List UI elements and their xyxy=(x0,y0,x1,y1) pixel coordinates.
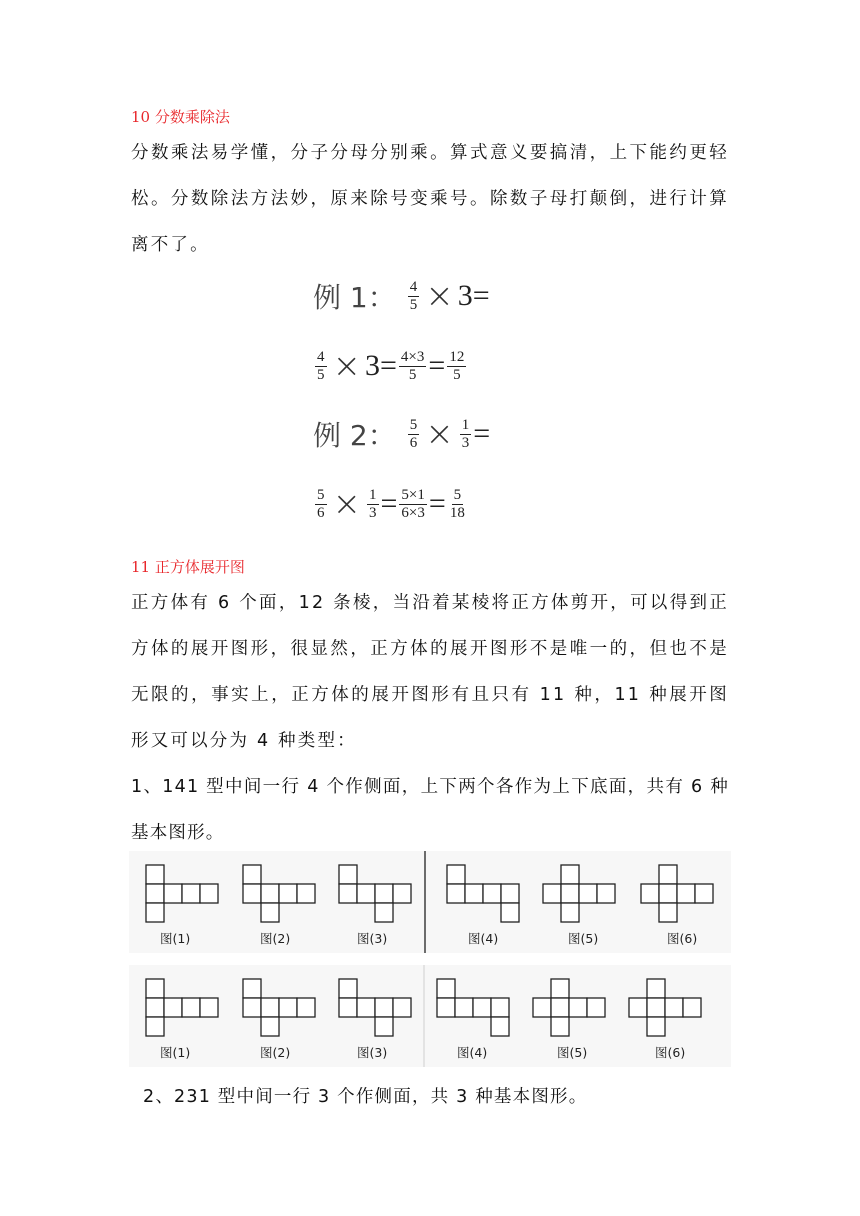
times-sign: × xyxy=(332,346,361,386)
figure-caption: 图(4) xyxy=(457,1045,488,1060)
fraction: $\frac{4}{5}$ xyxy=(317,348,325,383)
cube-net-diagram xyxy=(129,851,731,953)
times-sign: × xyxy=(425,414,454,454)
fraction: $\frac{1}{3}$ xyxy=(461,416,470,451)
figure-caption: 图(5) xyxy=(557,1045,588,1060)
fraction: $\frac{5\times 1}{6\times 3}$ xyxy=(401,486,425,521)
equals-sign: = xyxy=(472,279,490,312)
cube-net-figure-panel-2 xyxy=(129,965,731,1067)
times-sign: × xyxy=(425,276,454,316)
fraction: $\frac{12}{5}$ xyxy=(449,348,465,383)
type-231-description: 2、231 型中间一行 3 个作侧面，共 3 种基本图形。 xyxy=(143,1087,588,1107)
fraction: $\frac{5}{6}$ xyxy=(317,486,325,521)
figure-caption: 图(3) xyxy=(357,1045,388,1060)
example-2-question xyxy=(313,414,490,454)
figure-caption: 图(5) xyxy=(568,931,599,946)
figure-caption: 图(2) xyxy=(260,1045,291,1060)
integer: 3 xyxy=(457,279,473,312)
example-1-question xyxy=(313,276,490,316)
figure-caption: 图(3) xyxy=(357,931,388,946)
section-11-paragraph: 正方体有 6 个面，12 条棱，当沿着某棱将正方体剪开，可以得到正方体的展开图形，很显然，正方体的展开图形不是唯一的，但也不是无限的，事实上，正方体的展开图形有且只有 11 种，11 种展开图形又可以分为 4 种类型： xyxy=(131,593,729,751)
equals-sign: = xyxy=(380,349,397,382)
figure-caption: 图(1) xyxy=(160,931,191,946)
figure-caption: 图(6) xyxy=(667,931,698,946)
cube-net-figure-panel-1 xyxy=(129,851,731,953)
type-141-description: 1、141 型中间一行 4 个作侧面，上下两个各作为上下底面，共有 6 种基本图形。 xyxy=(131,777,729,843)
cube-net-diagram xyxy=(129,965,731,1067)
integer: 3 xyxy=(365,349,380,382)
section-11-heading: 11 正方体展开图 xyxy=(131,558,245,576)
equals-sign: = xyxy=(428,487,446,520)
fraction: $\frac{4\times 3}{5}$ xyxy=(400,348,425,383)
fraction: $\frac{5}{18}$ xyxy=(449,486,465,521)
example-1-solution xyxy=(313,346,468,386)
figure-caption: 图(6) xyxy=(655,1045,686,1060)
times-sign: × xyxy=(332,484,361,524)
figure-caption: 图(2) xyxy=(260,931,291,946)
equals-sign: = xyxy=(428,349,446,382)
example-2-label: 例 2： xyxy=(313,419,396,452)
figure-caption: 图(4) xyxy=(468,931,499,946)
fraction: $\frac{4}{5}$ xyxy=(409,278,418,313)
example-2-solution xyxy=(313,484,469,524)
equals-sign: = xyxy=(380,487,398,520)
section-10-paragraph: 分数乘法易学懂，分子分母分别乘。算式意义要搞清，上下能约更轻松。分数除法方法妙，原来除号变乘号。除数子母打颠倒，进行计算离不了。 xyxy=(131,143,729,255)
section-10-heading: 10 分数乘除法 xyxy=(131,108,230,126)
fraction: $\frac{1}{3}$ xyxy=(369,486,377,521)
example-1-label: 例 1： xyxy=(313,281,396,314)
equals-sign: = xyxy=(473,417,491,450)
fraction: $\frac{5}{6}$ xyxy=(409,416,418,451)
figure-caption: 图(1) xyxy=(160,1045,191,1060)
